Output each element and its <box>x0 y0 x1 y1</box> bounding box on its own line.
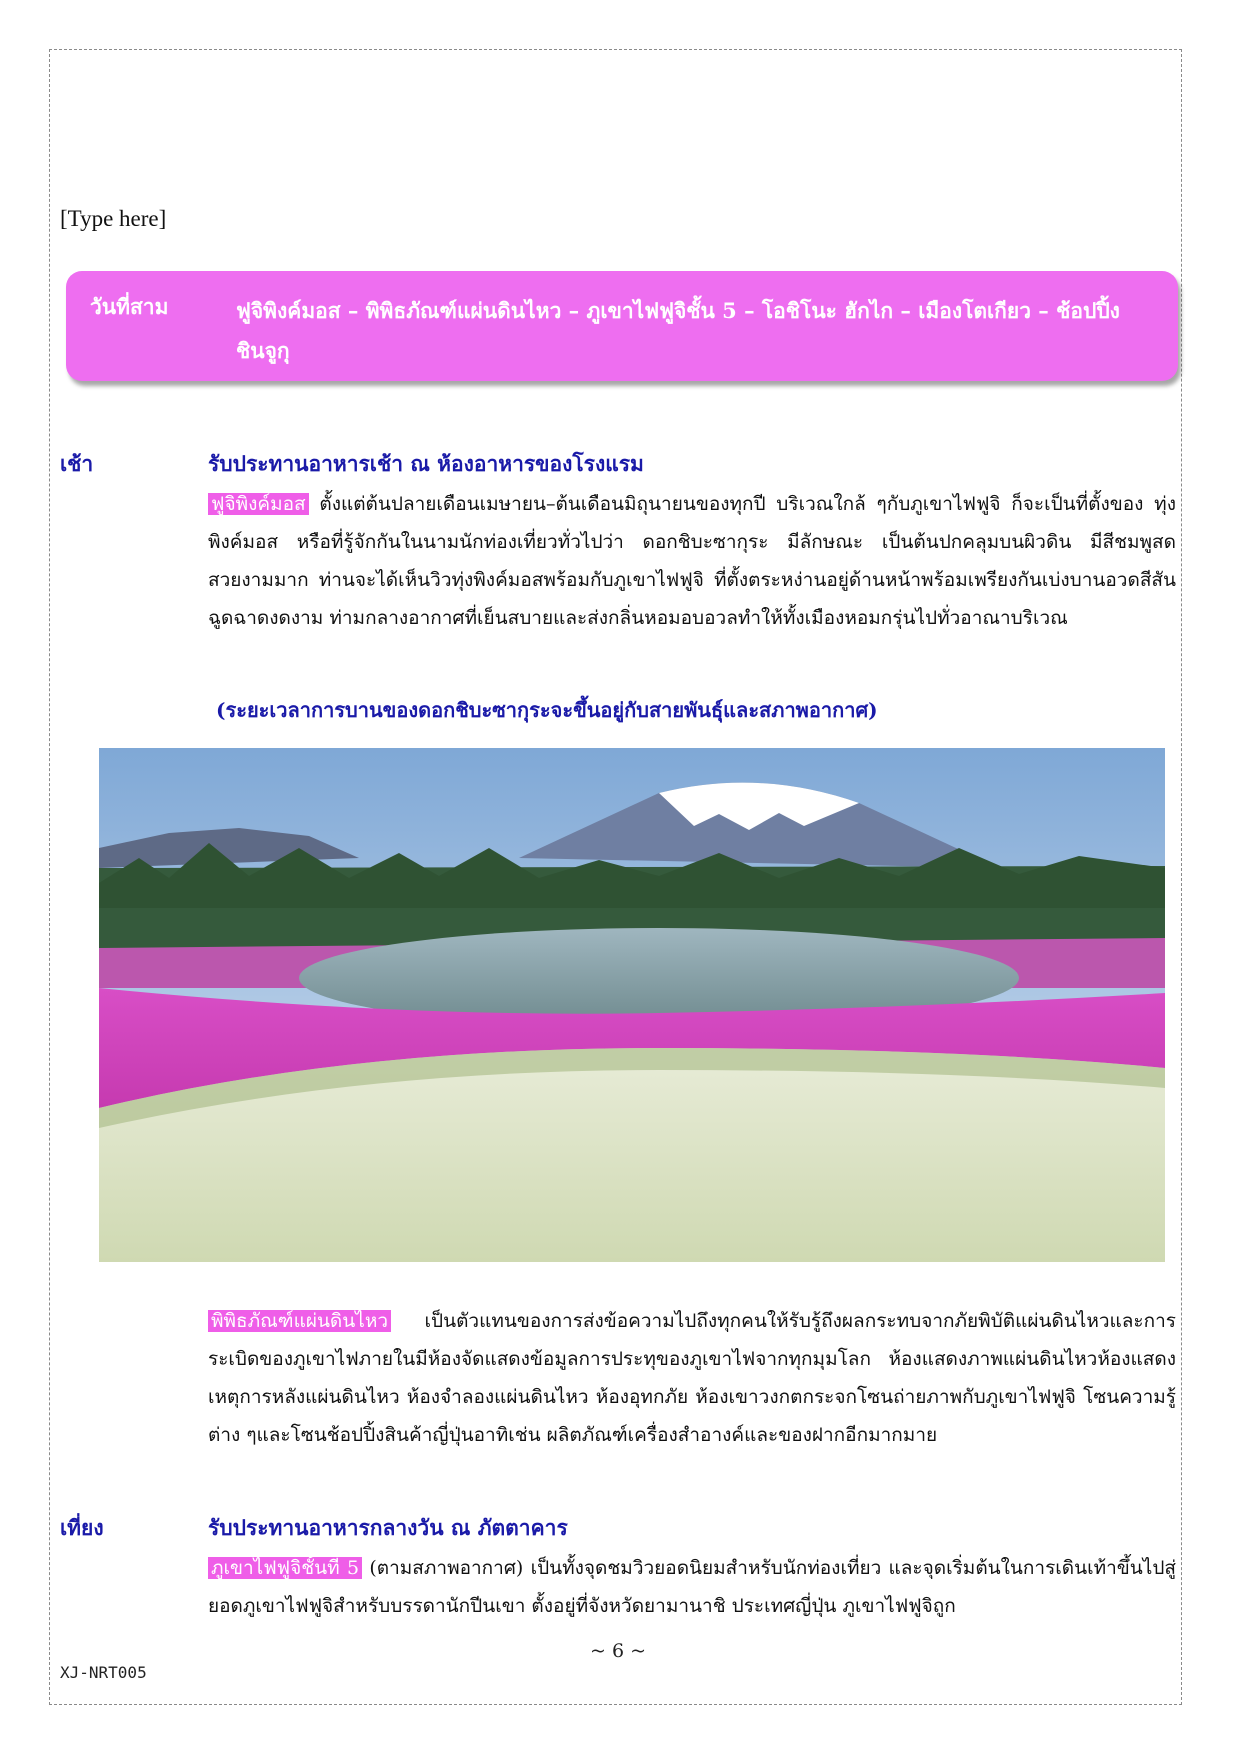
fuji-pink-moss-photo <box>99 748 1165 1262</box>
day-title: ฟูจิพิงค์มอส – พิพิธภัณฑ์แผ่นดินไหว – ภูเขาไฟฟูจิชั้น 5 – โอชิโนะ ฮักไก – เมืองโตเกียว – ช้อปปิ้งชินจูกุ <box>236 298 1120 363</box>
time-label-morning: เช้า <box>60 451 94 476</box>
lunch-heading: รับประทานอาหารกลางวัน ณ ภัตตาคาร <box>208 1515 568 1540</box>
day-banner <box>66 271 1178 381</box>
fuji-5th-highlight: ภูเขาไฟฟูจิชั้นที่ 5 <box>208 1557 362 1579</box>
fuji-5th-text: (ตามสภาพอากาศ) เป็นทั้งจุดชมวิวยอดนิยมสำหรับนักท่องเที่ยว และจุดเริ่มต้นในการเดินเท้าขึ้นไปสู่ยอดภูเขาไฟฟูจิสำหรับบรรดานักปีนเขา ตั้งอยู่ที่จังหวัดยามานาชิ ประเทศญี่ปุ่น ภูเขาไฟฟูจิถูก <box>208 1557 1176 1617</box>
museum-paragraph <box>208 1302 1176 1454</box>
fuji-5th-paragraph <box>208 1549 1176 1625</box>
pink-moss-highlight: ฟูจิพิงค์มอส <box>208 493 309 515</box>
museum-text: เป็นตัวแทนของการส่งข้อความไปถึงทุกคนให้รับรู้ถึงผลกระทบจากภัยพิบัติแผ่นดินไหวและการระเบิดของภูเขาไฟภายในมีห้องจัดแสดงข้อมูลการประทุของภูเขาไฟจากทุกมุมโลก ห้องแสดงภาพแผ่นดินไหวห้องแสดงเหตุการหลังแผ่นดินไหว ห้องจำลองแผ่นดินไหว ห้องอุทกภัย ห้องเขาวงกตกระจกโซนถ่ายภาพกับภูเขาไฟฟูจิ โซนความรู้ต่าง ๆและโซนช้อปปิ้งสินค้าญี่ปุ่นอาทิเช่น ผลิตภัณฑ์เครื่องสำอางค์และของฝากอีกมากมาย <box>208 1310 1176 1446</box>
page-number: ~ 6 ~ <box>590 1640 647 1662</box>
header-placeholder: [Type here] <box>60 206 167 231</box>
pink-moss-paragraph <box>208 485 1176 637</box>
bloom-note: (ระยะเวลาการบานของดอกชิบะซากุระจะขึ้นอยู่กับสายพันธุ์และสภาพอากาศ) <box>216 698 878 722</box>
breakfast-heading: รับประทานอาหารเช้า ณ ห้องอาหารของโรงแรม <box>208 451 644 476</box>
time-label-noon: เที่ยง <box>60 1515 104 1540</box>
pink-moss-text: ตั้งแต่ต้นปลายเดือนเมษายน–ต้นเดือนมิถุนายนของทุกปี บริเวณใกล้ ๆกับภูเขาไฟฟูจิ ก็จะเป็นที่ตั้งของ ทุ่งพิงค์มอส หรือที่รู้จักกันในนามนักท่องเที่ยวทั่วไปว่า ดอกชิบะซากุระ มีลักษณะ เป็นต้นปกคลุมบนผิวดิน มีสีชมพูสด สวยงามมาก ท่านจะได้เห็นวิวทุ่งพิงค์มอสพร้อมกับภูเขาไฟฟูจิ ที่ตั้งตระหง่านอยู่ด้านหน้าพร้อมเพรียงกันเบ่งบานอวดสีสันฉูดฉาดงดงาม ท่ามกลางอากาศที่เย็นสบายและส่งกลิ่นหอมอบอวลทำให้ทั้งเมืองหอมกรุ่นไปทั่วอาณาบริเวณ <box>208 493 1176 629</box>
document-code: XJ-NRT005 <box>60 1663 147 1682</box>
museum-highlight: พิพิธภัณฑ์แผ่นดินไหว <box>208 1310 391 1332</box>
day-label: วันที่สาม <box>90 294 169 319</box>
